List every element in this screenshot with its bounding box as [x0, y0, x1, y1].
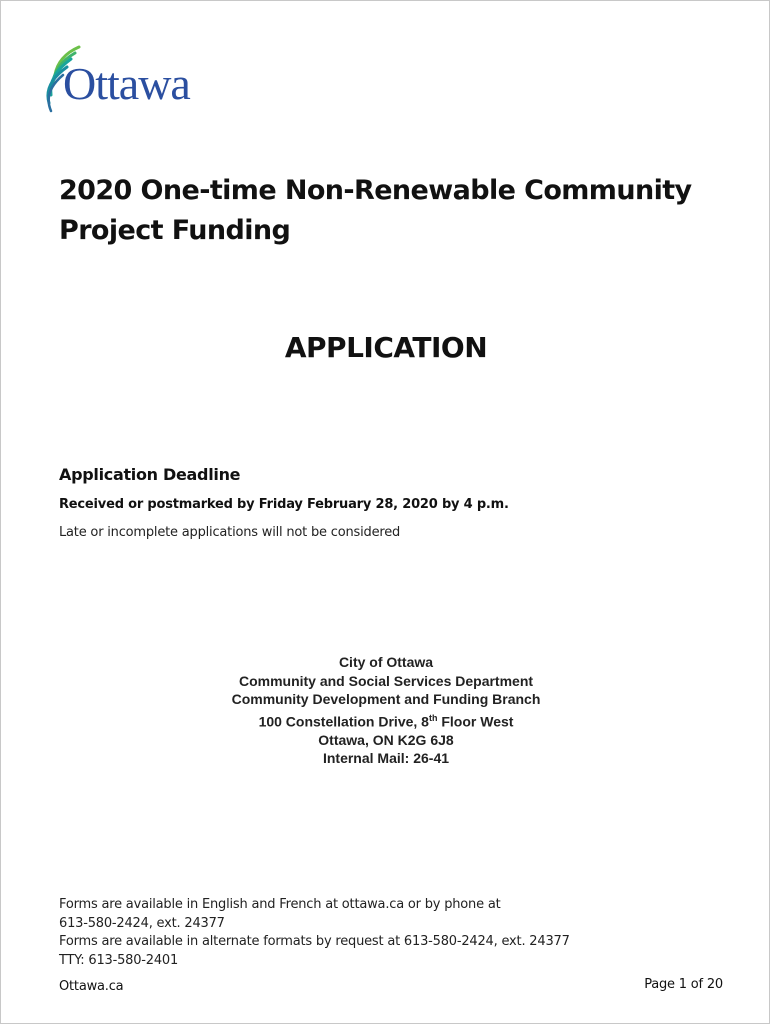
deadline-date: Received or postmarked by Friday February 28, 2020 by 4 p.m. — [59, 497, 509, 512]
forms-line-1: Forms are available in English and French at ottawa.ca or by phone at — [59, 897, 501, 912]
document-title: 2020 One-time Non-Renewable Community Project Funding — [59, 175, 692, 246]
address-street: 100 Constellation Drive, 8 — [258, 713, 429, 730]
forms-line-2: 613-580-2424, ext. 24377 — [59, 915, 225, 931]
forms-availability-note — [59, 896, 739, 970]
address-line-2: Community and Social Services Department — [238, 672, 534, 689]
footer-site: Ottawa.ca — [59, 979, 124, 994]
late-applications-note: Late or incomplete applications will not be considered — [59, 525, 401, 540]
mailing-address — [1, 653, 770, 768]
page-number: Page 1 of 20 — [644, 977, 723, 992]
ottawa-logo — [43, 45, 215, 121]
address-line-1: City of Ottawa — [338, 654, 434, 670]
address-line-3: Community Development and Funding Branch — [231, 691, 541, 707]
deadline-heading: Application Deadline — [59, 465, 241, 484]
address-line-4 — [1, 709, 770, 731]
application-heading: APPLICATION — [284, 331, 488, 364]
forms-line-3: Forms are available in alternate formats by request at 613-580-2424, ext. 24377 — [59, 934, 570, 949]
forms-line-4: TTY: 613-580-2401 — [59, 952, 179, 968]
logo-wordmark: Ottawa — [63, 58, 190, 109]
address-line-6: Internal Mail: 26-41 — [322, 750, 450, 767]
address-line-5: Ottawa, ON K2G 6J8 — [318, 731, 454, 748]
address-floor: Floor West — [437, 713, 514, 730]
ordinal-suffix: th — [428, 712, 438, 723]
